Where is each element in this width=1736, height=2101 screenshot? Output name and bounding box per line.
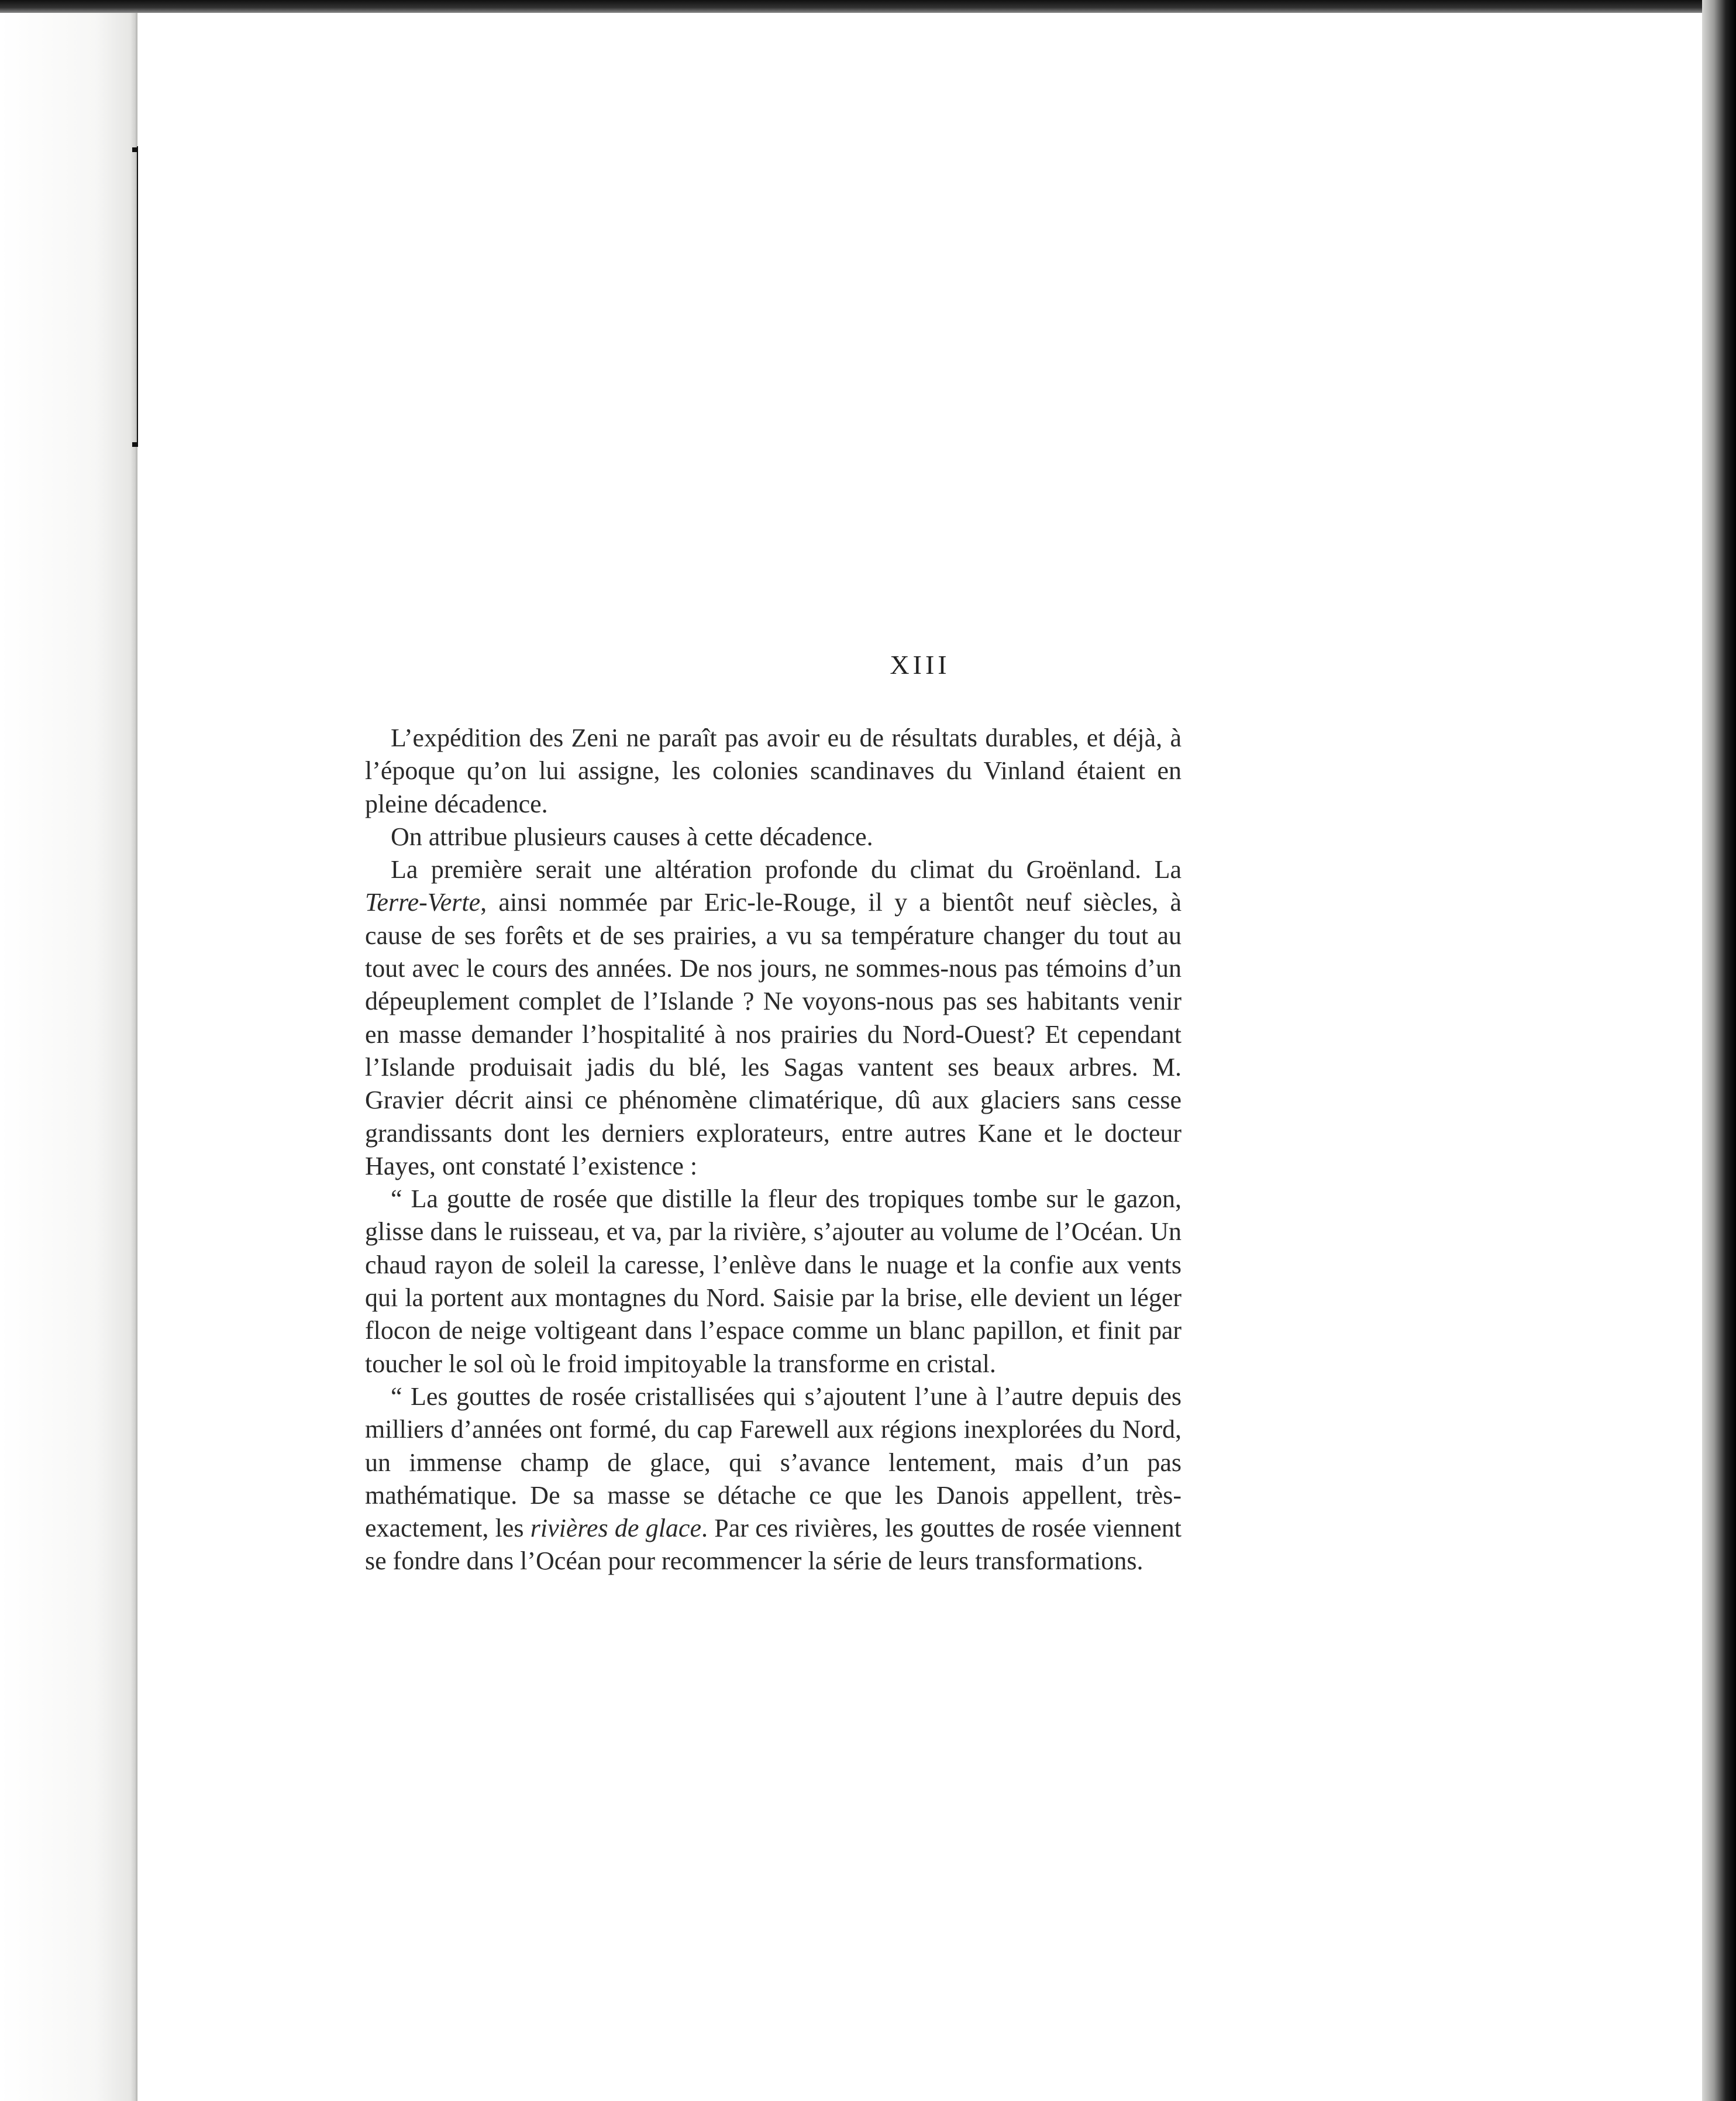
facing-page-edge bbox=[0, 13, 136, 2101]
paragraph bbox=[365, 722, 1182, 821]
paragraph bbox=[365, 821, 1182, 853]
body-text bbox=[365, 722, 1182, 1578]
chapter-heading: XIII bbox=[890, 650, 950, 680]
text-run: On attribue plusieurs causes à cette décadence. bbox=[391, 822, 873, 851]
book-page bbox=[138, 13, 1702, 2101]
text-run: . Par ces rivières, les gouttes de rosée viennent se fondre dans l’Océan pour recommencer la série de leurs transformations. bbox=[365, 1514, 1182, 1576]
text-run: “ Les gouttes de rosée cristallisées qui s’ajoutent l’une à l’autre depuis des milliers d’années ont formé, du cap Farewell aux régions inexplorées du Nord, un immense champ de glace, qui s’avance lentement, mais d’un pas mathématique. De sa masse se détache ce que les Danois appellent, très-exactement, les bbox=[365, 1382, 1182, 1543]
italic-run: Terre-Verte bbox=[365, 888, 481, 917]
paragraph bbox=[365, 1183, 1182, 1380]
scan-top-edge bbox=[0, 0, 1736, 13]
scan-right-edge bbox=[1702, 0, 1736, 2101]
paragraph bbox=[365, 1380, 1182, 1578]
italic-run: rivières de glace bbox=[530, 1514, 701, 1543]
text-run: “ La goutte de rosée que distille la fleur des tropiques tombe sur le gazon, glisse dans le ruisseau, et va, par la rivière, s’ajouter au volume de l’Océan. Un chaud rayon de soleil la caresse, l’enlève dans le nuage et la confie aux vents qui la portent aux montagnes du Nord. Saisie par la brise, elle devient un léger flocon de neige voltigeant dans l’espace comme un blanc papillon, et finit par toucher le sol où le froid impitoyable la transforme en cristal. bbox=[365, 1184, 1182, 1378]
text-run: , ainsi nommée par Eric-le-Rouge, il y a bientôt neuf siècles, à cause de ses forêts et de ses prairies, a vu sa température changer du tout au tout avec le cours des années. De nos jours, ne sommes-nous pas témoins d’un dépeuplement complet de l’Islande ? Ne voyons-nous pas ses habitants venir en masse demander l’hospitalité à nos prairies du Nord-Ouest? Et cependant l’Islande produisait jadis du blé, les Sagas vantent ses beaux arbres. M. Gravier décrit ainsi ce phénomène climatérique, dû aux glaciers sans cesse grandissants dont les derniers explorateurs, entre autres Kane et le docteur Hayes, ont constaté l’existence : bbox=[365, 888, 1182, 1180]
paragraph bbox=[365, 853, 1182, 1183]
text-run: La première serait une altération profonde du climat du Groënland. La bbox=[391, 855, 1182, 884]
text-run: L’expédition des Zeni ne paraît pas avoir eu de résultats durables, et déjà, à l’époque qu’on lui assigne, les colonies scandinaves du Vinland étaient en pleine décadence. bbox=[365, 724, 1182, 818]
